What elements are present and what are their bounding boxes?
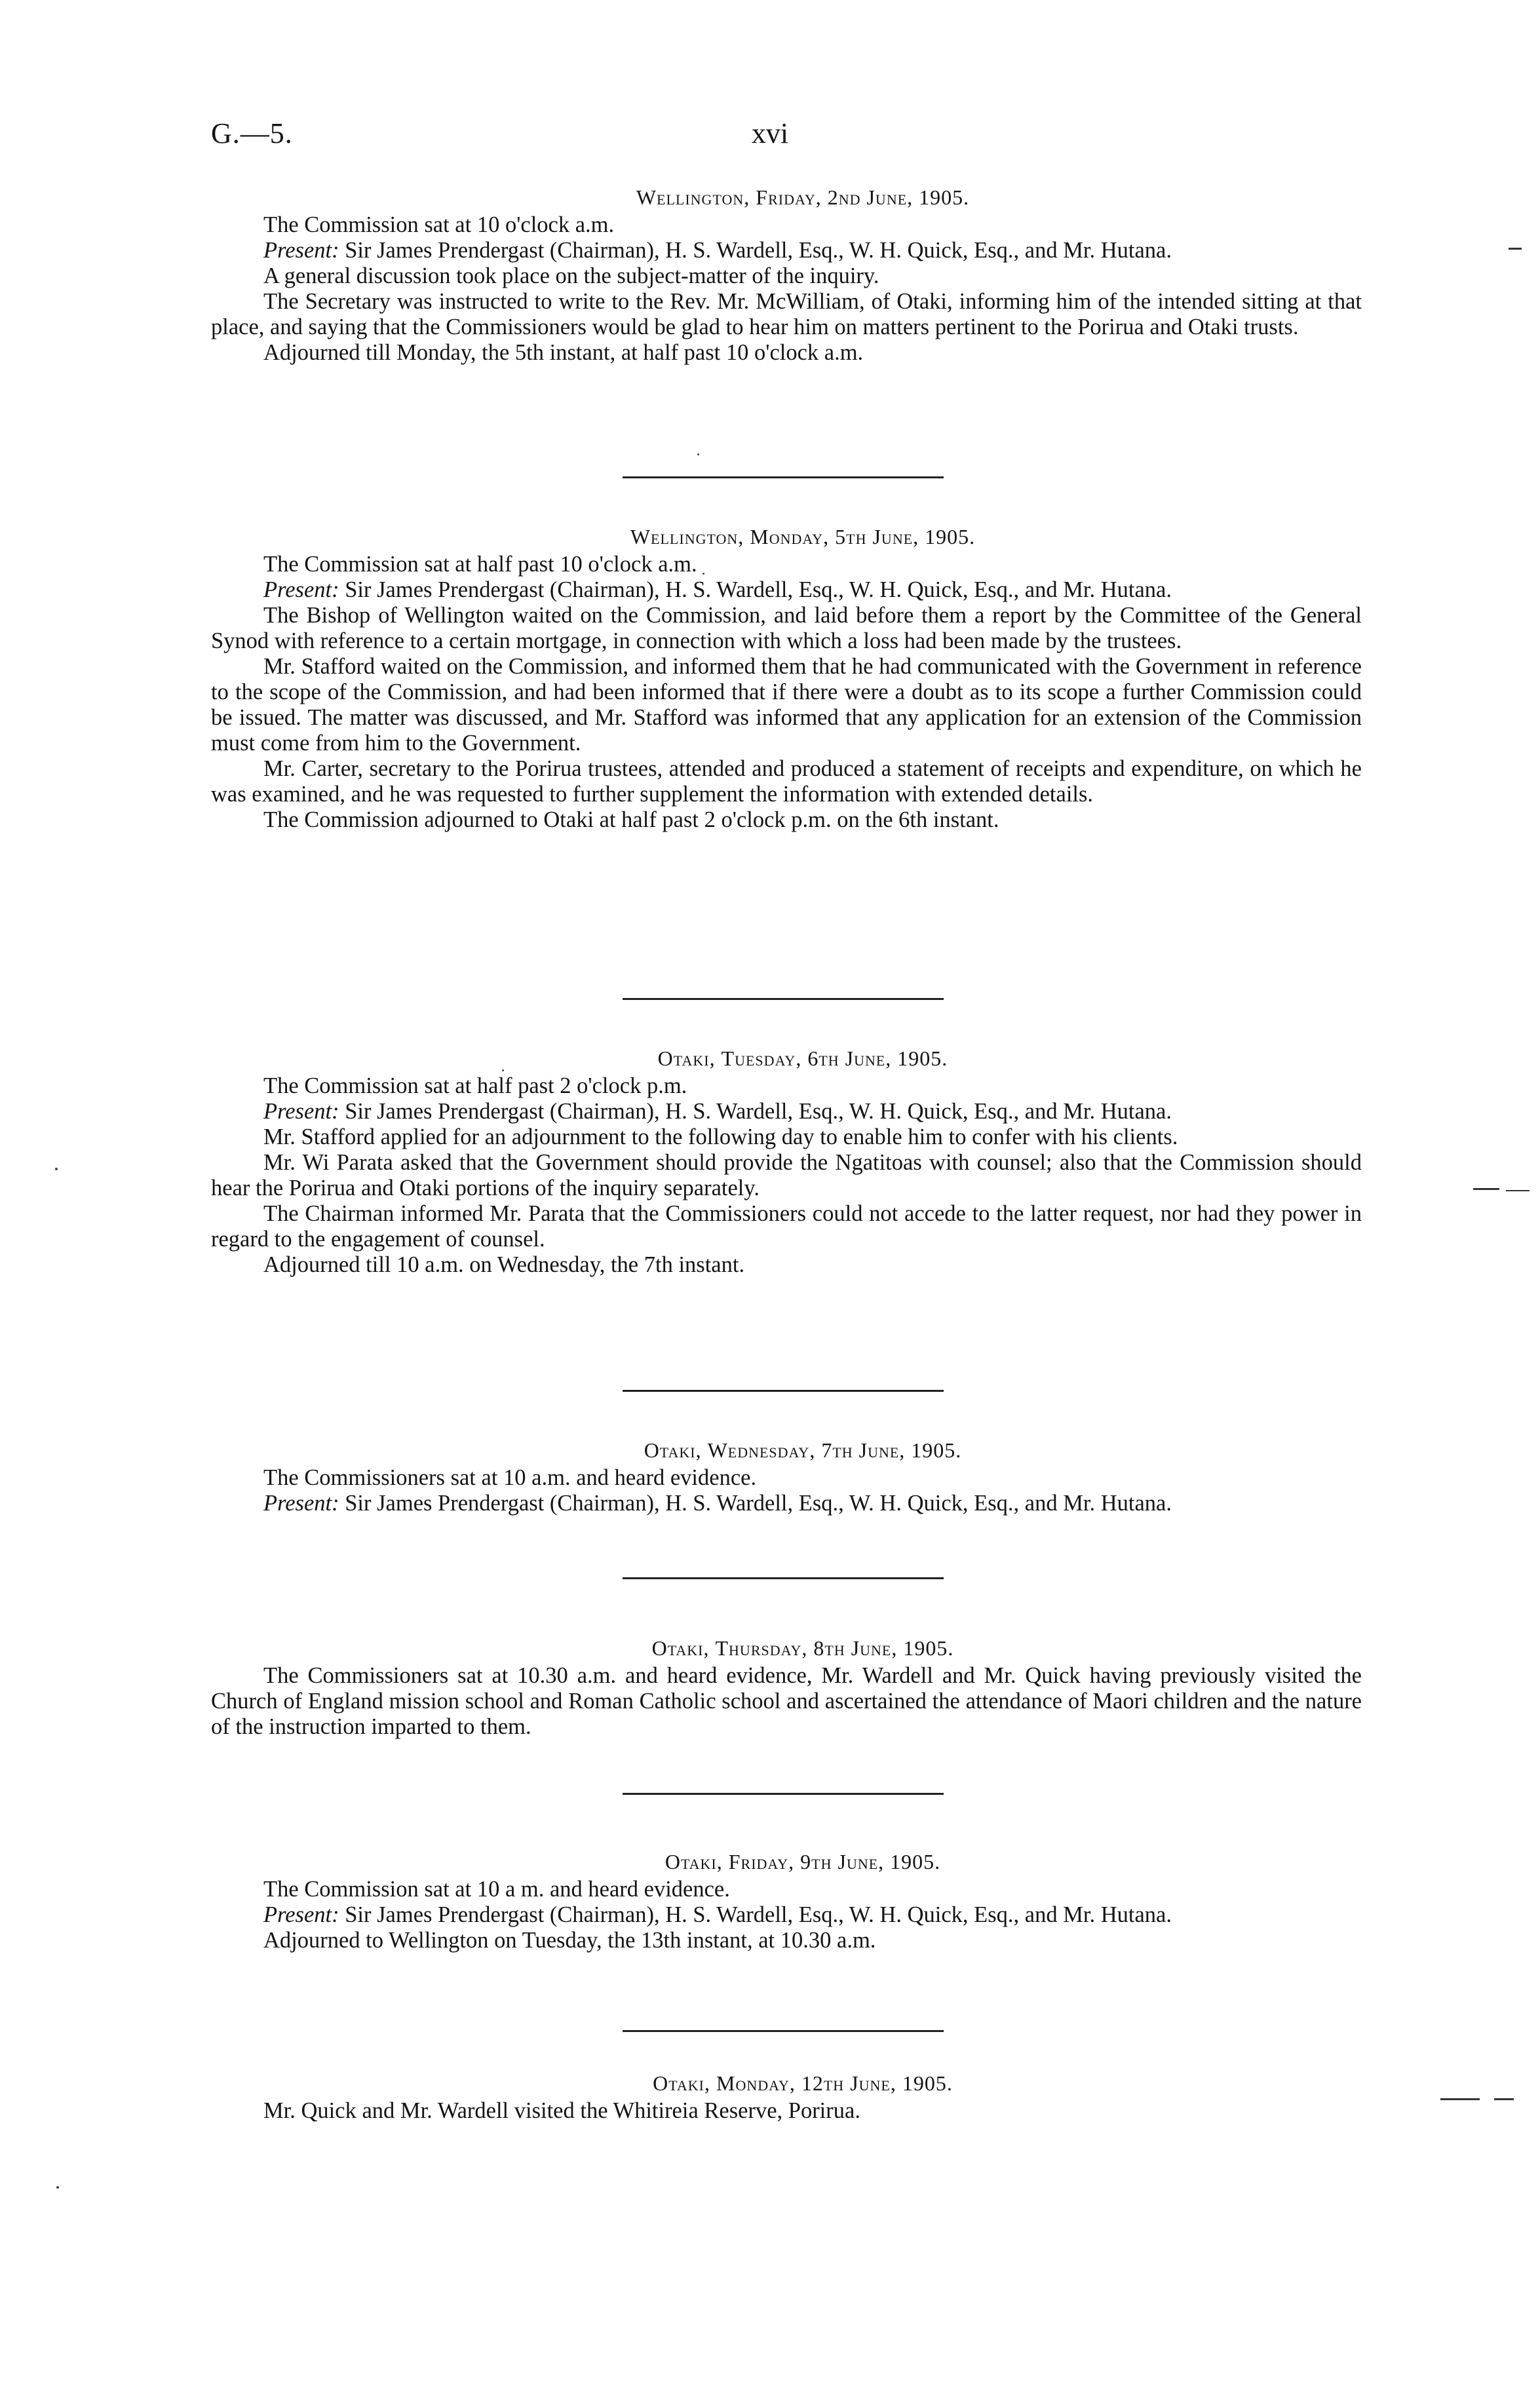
section-divider xyxy=(623,476,944,478)
entry-paragraph: The Bishop of Wellington waited on the Commission, and laid before them a report by the Committee of the General Synod with reference to a certain mortgage, in connection with which a loss had been made by the trustees. xyxy=(211,603,1362,653)
present-label: Present: xyxy=(263,1099,339,1124)
entry-paragraph: The Commissioners sat at 10.30 a.m. and heard evidence, Mr. Wardell and Mr. Quick having previously visited the Church of England mission school and Roman Catholic school and ascertained the attendance of Maori children and the nature of the instruction imparted to them. xyxy=(211,1663,1362,1739)
entry-paragraph: Adjourned to Wellington on Tuesday, the 13th instant, at 10.30 a.m. xyxy=(263,1928,876,1953)
entry-paragraph: Mr. Carter, secretary to the Porirua trustees, attended and produced a statement of receipts and expenditure, on which he was examined, and he was requested to further supplement the information with extended details. xyxy=(211,756,1362,807)
entry-paragraph: The Chairman informed Mr. Parata that the Commissioners could not accede to the latter request, nor had they power in regard to the engagement of counsel. xyxy=(211,1201,1362,1252)
present-label: Present: xyxy=(263,577,339,602)
entry-paragraph: The Commission sat at half past 2 o'clock p.m. xyxy=(263,1073,687,1098)
minutes-entry xyxy=(211,1849,1362,1953)
margin-dot xyxy=(697,453,699,455)
entry-paragraph: Present: Sir James Prendergast (Chairman), H. S. Wardell, Esq., W. H. Quick, Esq., and Mr. Hutana. xyxy=(263,1902,1172,1927)
entry-paragraph: Mr. Quick and Mr. Wardell visited the Whitireia Reserve, Porirua. xyxy=(263,2098,860,2123)
entry-paragraph: The Commission sat at 10 a m. and heard evidence. xyxy=(263,1877,730,1902)
margin-dot xyxy=(703,573,704,575)
margin-mark xyxy=(1473,1188,1499,1190)
minutes-entry xyxy=(211,524,1362,833)
minutes-entry xyxy=(211,1046,1362,1278)
entry-paragraph: Mr. Wi Parata asked that the Government should provide the Ngatitoas with counsel; also that the Commission should hear the Porirua and Otaki portions of the inquiry separately. xyxy=(211,1150,1362,1200)
entry-paragraph: The Commission sat at half past 10 o'clock a.m. xyxy=(263,552,697,577)
present-label: Present: xyxy=(263,238,339,263)
entry-paragraph: The Commission adjourned to Otaki at half past 2 o'clock p.m. on the 6th instant. xyxy=(263,807,999,832)
section-divider xyxy=(623,1390,944,1392)
entry-heading: Otaki, Monday, 12th June, 1905. xyxy=(653,2071,953,2095)
margin-mark xyxy=(1440,2098,1480,2100)
margin-dot xyxy=(55,1168,58,1170)
entry-place: Otaki xyxy=(644,1438,696,1462)
entry-paragraph: Mr. Stafford waited on the Commission, and informed them that he had communicated with the Government in reference to the scope of the Commission, and had been informed that if there were a doubt as to its scope a further Commission could be issued. The matter was discussed, and Mr. Stafford was informed that any application for an extension of the Commission must come from him to the Government. xyxy=(211,654,1362,756)
margin-dot xyxy=(502,1069,504,1071)
margin-mark xyxy=(1506,1190,1530,1191)
entry-place: Wellington xyxy=(636,185,744,209)
present-label: Present: xyxy=(263,1491,339,1516)
margin-dot xyxy=(56,2186,59,2189)
page-number: xvi xyxy=(751,117,789,149)
entry-paragraph: Present: Sir James Prendergast (Chairman), H. S. Wardell, Esq., W. H. Quick, Esq., and Mr. Hutana. xyxy=(263,238,1172,263)
section-divider xyxy=(623,1793,944,1795)
entry-date: Thursday, 8th June, 1905. xyxy=(715,1636,954,1660)
entry-paragraph: Adjourned till Monday, the 5th instant, at half past 10 o'clock a.m. xyxy=(263,340,864,365)
entry-heading: Wellington, Friday, 2nd June, 1905. xyxy=(636,185,970,209)
entry-date: Wednesday, 7th June, 1905. xyxy=(707,1438,962,1462)
entry-place: Otaki xyxy=(664,1850,717,1873)
entry-paragraph: The Secretary was instructed to write to the Rev. Mr. McWilliam, of Otaki, informing him of the intended sitting at that place, and saying that the Commissioners would be glad to hear him on matters pertinent to the Porirua and Otaki trusts. xyxy=(211,289,1362,339)
margin-mark xyxy=(1509,248,1522,250)
entry-paragraph: Adjourned till 10 a.m. on Wednesday, the 7th instant. xyxy=(263,1252,745,1277)
entry-heading: Otaki, Tuesday, 6th June, 1905. xyxy=(657,1046,948,1070)
entry-date: Monday, 5th June, 1905. xyxy=(750,525,976,548)
minutes-entry xyxy=(211,2071,1362,2124)
section-divider xyxy=(623,2030,944,2032)
minutes-entry xyxy=(211,1438,1362,1516)
entry-date: Tuesday, 6th June, 1905. xyxy=(721,1046,948,1070)
entry-heading: Otaki, Thursday, 8th June, 1905. xyxy=(651,1636,954,1660)
present-label: Present: xyxy=(263,1902,339,1927)
entry-heading: Wellington, Monday, 5th June, 1905. xyxy=(630,525,976,548)
minutes-entry xyxy=(211,185,1362,366)
entry-paragraph: The Commission sat at 10 o'clock a.m. xyxy=(263,212,615,237)
entry-heading: Otaki, Friday, 9th June, 1905. xyxy=(664,1850,941,1873)
entry-paragraph: Present: Sir James Prendergast (Chairman), H. S. Wardell, Esq., W. H. Quick, Esq., and Mr. Hutana. xyxy=(263,577,1172,602)
entry-heading: Otaki, Wednesday, 7th June, 1905. xyxy=(644,1438,962,1462)
entry-date: Friday, 9th June, 1905. xyxy=(728,1850,941,1873)
entry-date: Friday, 2nd June, 1905. xyxy=(756,185,970,209)
entry-place: Otaki xyxy=(657,1046,710,1070)
section-divider xyxy=(623,998,944,1000)
entry-date: Monday, 12th June, 1905. xyxy=(716,2071,953,2095)
entry-paragraph: A general discussion took place on the subject-matter of the inquiry. xyxy=(263,263,879,288)
minutes-entry xyxy=(211,1636,1362,1740)
entry-paragraph: Mr. Stafford applied for an adjournment to the following day to enable him to confer with his clients. xyxy=(263,1124,1178,1149)
entry-place: Otaki xyxy=(653,2071,704,2095)
entry-paragraph: Present: Sir James Prendergast (Chairman), H. S. Wardell, Esq., W. H. Quick, Esq., and Mr. Hutana. xyxy=(263,1491,1172,1516)
entry-place: Otaki xyxy=(651,1636,704,1660)
entry-place: Wellington xyxy=(630,525,739,548)
entry-paragraph: Present: Sir James Prendergast (Chairman), H. S. Wardell, Esq., W. H. Quick, Esq., and Mr. Hutana. xyxy=(263,1099,1172,1124)
entry-paragraph: The Commissioners sat at 10 a.m. and heard evidence. xyxy=(263,1465,757,1490)
section-divider xyxy=(623,1577,944,1579)
document-reference: G.—5. xyxy=(211,117,293,149)
margin-mark xyxy=(1494,2098,1514,2100)
